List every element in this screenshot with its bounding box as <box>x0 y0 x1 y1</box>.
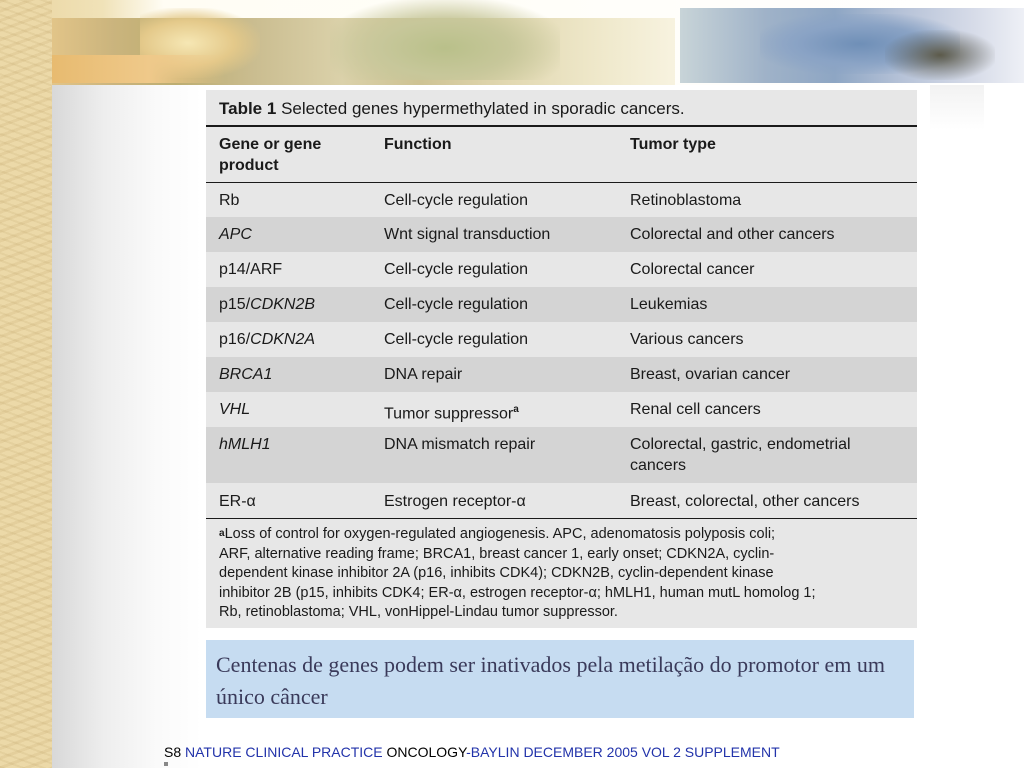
citation-page: S8 <box>164 744 182 760</box>
gene-cell: ER-α <box>219 493 256 510</box>
table-row <box>206 183 917 217</box>
footnote-line: ARF, alternative reading frame; BRCA1, breast cancer 1, early onset; CDKN2A, cyclin- <box>219 545 775 562</box>
caption-box <box>206 640 914 718</box>
footnote-text: Loss of control for oxygen-regulated angiogenesis. APC, adenomatosis polyposis coli; <box>224 526 776 542</box>
table-title <box>219 99 685 119</box>
gene-symbol: CDKN2A <box>250 331 316 348</box>
gene-cell <box>219 294 315 315</box>
header-gene-line2: product <box>219 157 279 174</box>
gene-symbol: CDKN2B <box>250 296 316 313</box>
function-cell: DNA mismatch repair <box>384 436 536 453</box>
function-cell: Cell-cycle regulation <box>384 331 529 348</box>
gene-cell <box>219 329 315 350</box>
footnote-marker: a <box>513 404 519 415</box>
footnote-line <box>219 525 911 545</box>
gene-cell: VHL <box>219 401 251 418</box>
gene-table <box>206 90 917 628</box>
tumor-cell: Leukemias <box>630 296 708 313</box>
function-cell: DNA repair <box>384 366 463 383</box>
caption-text: Centenas de genes podem ser inativados pela metilação do promotor em um único câncer <box>216 652 885 709</box>
gene-cell: p14/ARF <box>219 261 283 278</box>
footnote-marker: a <box>219 528 225 539</box>
footnote-line: Rb, retinoblastoma; VHL, vonHippel-Lindau tumor suppressor. <box>219 604 618 620</box>
left-gradient-fade <box>52 85 202 768</box>
footnote-line: dependent kinase inhibitor 2A (p16, inhibits CDK4); CDKN2B, cyclin-dependent kinase <box>219 565 774 581</box>
function-cell: Cell-cycle regulation <box>384 296 529 313</box>
footer-dot <box>164 762 168 766</box>
tumor-cell: Retinoblastoma <box>630 192 742 209</box>
left-parchment-strip <box>0 0 52 768</box>
banner-gold-band <box>35 55 225 83</box>
table-row <box>206 427 917 483</box>
gene-cell: hMLH1 <box>219 436 271 453</box>
tumor-line2: cancers <box>630 457 687 474</box>
function-cell: Cell-cycle regulation <box>384 261 529 278</box>
gene-prefix: p15/ <box>219 296 251 313</box>
table-row <box>206 252 917 287</box>
citation-details: -BAYLIN DECEMBER 2005 VOL 2 SUPPLEMENT <box>466 744 780 760</box>
tumor-cell: Colorectal and other cancers <box>630 226 835 243</box>
banner-shadow <box>930 85 984 130</box>
tumor-cell: Renal cell cancers <box>630 401 761 418</box>
function-text: Tumor suppressor <box>384 405 514 423</box>
gene-cell: Rb <box>219 192 240 209</box>
banner-dark-detail <box>885 30 995 80</box>
footnote-rule <box>206 518 917 519</box>
tumor-line1: Colorectal, gastric, endometrial <box>630 436 851 453</box>
citation-subject: ONCOLOGY <box>386 744 467 760</box>
banner-foliage-art <box>330 0 560 80</box>
table-row <box>206 483 917 518</box>
table-row <box>206 392 917 427</box>
table-row <box>206 357 917 392</box>
table-footnote <box>219 525 911 623</box>
table-title-label: Table 1 <box>219 99 277 118</box>
gene-cell: BRCA1 <box>219 366 273 383</box>
function-cell: Cell-cycle regulation <box>384 192 529 209</box>
header-gene-line1: Gene or gene <box>219 136 322 153</box>
table-row <box>206 217 917 252</box>
table-top-rule <box>206 125 917 127</box>
citation-journal: NATURE CLINICAL PRACTICE <box>185 744 383 760</box>
table-title-text: Selected genes hypermethylated in sporadic cancers. <box>281 99 685 118</box>
footnote-line: inhibitor 2B (p15, inhibits CDK4; ER-α, estrogen receptor-α; hMLH1, human mutL homolog 1; <box>219 584 816 601</box>
tumor-cell: Breast, colorectal, other cancers <box>630 493 860 510</box>
header-tumor-type: Tumor type <box>630 136 716 153</box>
table-row <box>206 287 917 322</box>
function-cell: Estrogen receptor-α <box>384 493 526 510</box>
function-cell <box>384 399 519 424</box>
function-cell: Wnt signal transduction <box>384 226 551 243</box>
tumor-cell: Colorectal cancer <box>630 261 755 278</box>
gene-prefix: p16/ <box>219 331 251 348</box>
header-function: Function <box>384 136 452 153</box>
header-gene <box>219 134 321 176</box>
citation-footer <box>164 744 780 760</box>
tumor-cell <box>630 434 851 476</box>
gene-cell: APC <box>219 226 252 243</box>
tumor-cell: Breast, ovarian cancer <box>630 366 791 383</box>
tumor-cell: Various cancers <box>630 331 744 348</box>
table-row <box>206 322 917 357</box>
